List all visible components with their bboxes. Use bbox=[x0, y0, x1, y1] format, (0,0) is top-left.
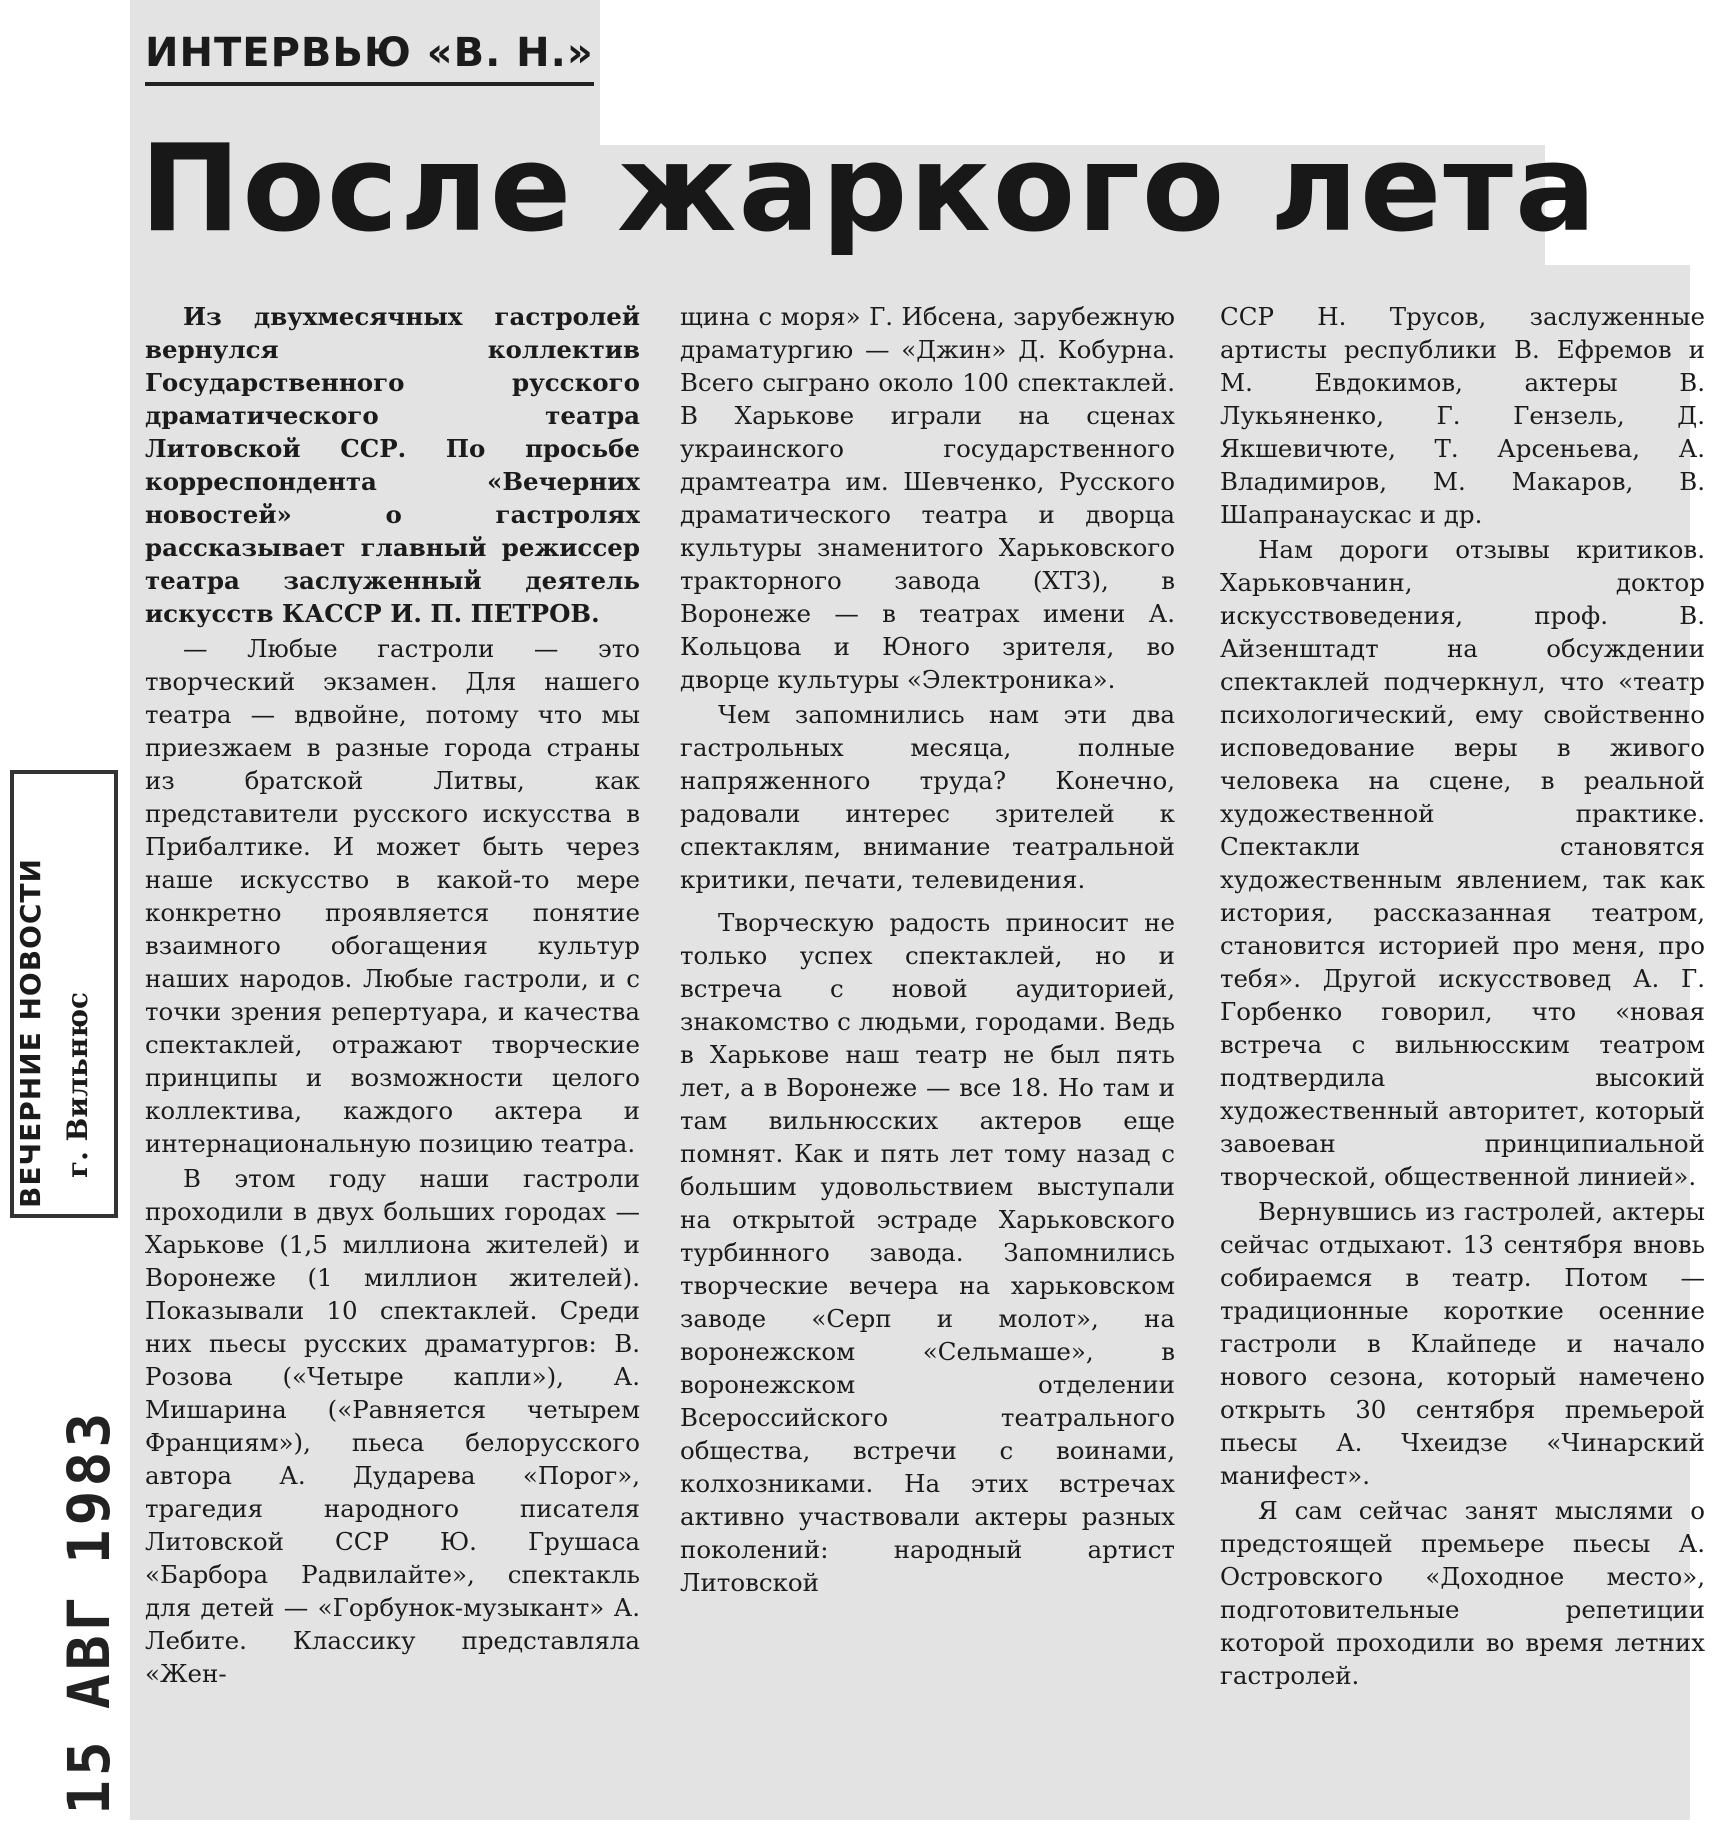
article-paragraph: щина с моря» Г. Ибсена, зарубежную драматургию — «Джин» Д. Кобурна. Всего сыграно около 100 спектаклей. В Харькове играли на сценах украинского государственного драмтеатра им. Шевченко, Русского драматического театра и дворца культуры знаменитого Харьковского тракторного завода (ХТЗ), в Воронеже — в театрах имени А. Кольцова и Юного зрителя, во дворце культуры «Электроника». bbox=[680, 302, 1175, 694]
source-stamp-title: ВЕЧЕРНИЕ НОВОСТИ bbox=[14, 858, 47, 1208]
lead-paragraph: Из двухмесячных гастролей вернулся коллектив Государственного русского драматического театра Литовской ССР. По просьбе корреспондента «Вечерних новостей» о гастролях рассказывает главный режиссер театра заслуженный деятель искусств КАССР И. П. ПЕТРОВ. bbox=[145, 302, 640, 628]
article-paragraph: Нам дороги отзывы критиков. Харьковчанин, доктор искусствоведения, проф. В. Айзенштадт на обсуждении спектаклей подчеркнул, что «театр психологический, ему свойственно исповедование веры в живого человека на сцене, в реальной художественной практике. Спектакли становятся художественным явлением, так как история, рассказанная театром, становится историей про меня, про тебя». Другой искусствовед А. Г. Горбенко говорил, что «новая встреча с вильнюсским театром подтвердила высокий художественный авторитет, который завоеван принципиальной творческой, общественной линией». bbox=[1220, 535, 1705, 1191]
article-paragraph: Вернувшись из гастролей, актеры сейчас отдыхают. 13 сентября вновь собираемся в театр. Потом — традиционные короткие осенние гастроли в Клайпеде и начало нового сезона, который намечено открыть 30 сентября премьерой пьесы А. Чхеидзе «Чинарский манифест». bbox=[1220, 1197, 1705, 1490]
article-paragraph: Я сам сейчас занят мыслями о предстоящей премьере пьесы А. Островского «Доходное место», подготовительные репетиции которой проходили во время летних гастролей. bbox=[1220, 1496, 1705, 1690]
article-paragraph: — Любые гастроли — это творческий экзамен. Для нашего театра — вдвойне, потому что мы приезжаем в разные города страны из братской Литвы, как представители русского искусства в Прибалтике. И может быть через наше искусство в какой-то мере конкретно проявляется понятие взаимного обогащения культур наших народов. Любые гастроли, и с точки зрения репертуара, и качества спектаклей, отражают творческие принципы и возможности целого коллектива, каждого актера и интернациональную позицию театра. bbox=[145, 634, 640, 1158]
article-column-1 bbox=[145, 300, 640, 1815]
date-stamp-month: АВГ bbox=[55, 1592, 123, 1710]
article-paragraph: В этом году наши гастроли проходили в двух больших городах — Харькове (1,5 миллиона жителей) и Воронеже (1 миллион жителей). Показывали 10 спектаклей. Среди них пьесы русских драматургов: В. Розова («Четыре капли»), А. Мишарина («Равняется четырем Франциям»), пьеса белорусского автора А. Дударева «Порог», трагедия народного писателя Литовской ССР Ю. Грушаса «Барбора Радвилайте», спектакль для детей — «Горбунок-музыкант» А. Лебите. Классику представляла «Жен- bbox=[145, 1164, 640, 1688]
source-stamp bbox=[14, 858, 94, 1208]
date-stamp bbox=[55, 1409, 123, 1815]
article-paragraph: Творческую радость приносит не только успех спектаклей, но и встреча с новой аудиторией, знакомство с людьми, городами. Ведь в Харькове наш театр не был пять лет, а в Воронеже — все 18. Но там и там вильнюсских актеров еще помнят. Как и пять лет тому назад с большим удовольствием выступали на открытой эстраде Харьковского турбинного завода. Запомнились творческие вечера на харьковском заводе «Серп и молот», на воронежском «Сельмаше», в воронежском отделении Всероссийского театрального общества, встречи с воинами, колхозниками. На этих встречах активно участвовали актеры разных поколений: народный артист Литовской bbox=[680, 908, 1175, 1597]
date-stamp-year: 1983 bbox=[55, 1408, 123, 1565]
article-column-3 bbox=[1220, 300, 1705, 1815]
article-paragraph: ССР Н. Трусов, заслуженные артисты республики В. Ефремов и М. Евдокимов, актеры В. Лукьяненко, Г. Гензель, Д. Якшевичюте, Т. Арсеньева, А. Владимиров, М. Макаров, В. Шапранаускас и др. bbox=[1220, 302, 1705, 529]
date-stamp-day: 15 bbox=[55, 1737, 123, 1815]
source-stamp-city: г. Вильнюс bbox=[61, 991, 94, 1178]
rubric-label: ИНТЕРВЬЮ «В. Н.» bbox=[145, 30, 594, 86]
article-paragraph: Чем запомнились нам эти два гастрольных месяца, полные напряженного труда? Конечно, радовали интерес зрителей к спектаклям, внимание театральной критики, печати, телевидения. bbox=[680, 700, 1175, 894]
article-headline: После жаркого лета bbox=[140, 120, 1598, 259]
article-column-2 bbox=[680, 300, 1175, 1815]
